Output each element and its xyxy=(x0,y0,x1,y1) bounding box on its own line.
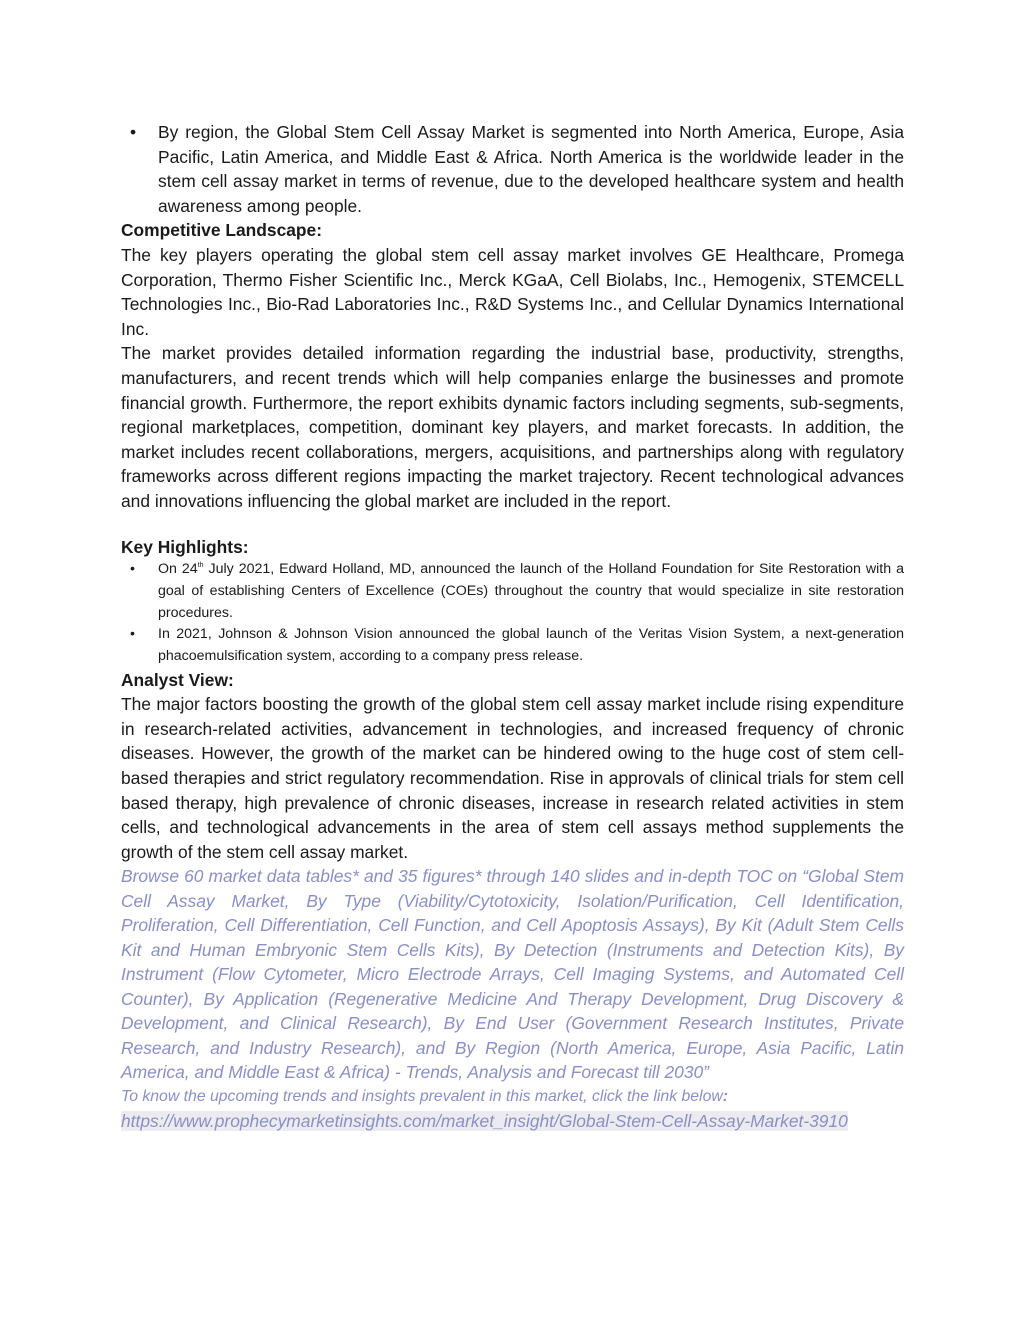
highlight-text: In 2021, Johnson & Johnson Vision announced the global launch of the Veritas Vision System, a next-generation phacoemulsification system, according to a company press release. xyxy=(158,626,904,664)
analyst-paragraph: The major factors boosting the growth of the global stem cell assay market include rising expenditure in research-related activities, advancement in technologies, and increased frequency of chronic diseases. However, the growth of the market can be hindered owing to the huge cost of stem cell-based therapies and strict regulatory recommendation. Rise in approvals of clinical trials for stem cell based therapy, high prevalence of chronic diseases, increase in research related activities in stem cells, and technological advancements in the area of stem cell assays method supplements the growth of the stem cell assay market. xyxy=(121,694,904,862)
bullet-icon: • xyxy=(130,626,135,643)
bullet-icon: • xyxy=(130,122,137,142)
key-highlights-heading: Key Highlights: xyxy=(121,536,249,557)
analyst-view-heading: Analyst View: xyxy=(121,669,234,690)
list-item xyxy=(121,624,904,667)
competitive-landscape-heading: Competitive Landscape: xyxy=(121,220,323,241)
section-spacer xyxy=(121,514,904,535)
highlight-text: On 24th July 2021, Edward Holland, MD, announced the launch of the Holland Foundation for Site Restoration with a goal of establishing Centers of Excellence (COEs) throughout the country that would specialize in site restoration procedures. xyxy=(158,561,904,621)
bullet-icon: • xyxy=(130,561,135,578)
report-link[interactable]: https://www.prophecymarketinsights.com/market_insight/Global-Stem-Cell-Assay-Market-3910 xyxy=(121,1110,848,1131)
document-page xyxy=(121,120,904,1133)
ordinal-suffix: th xyxy=(197,562,204,570)
region-bullet-text: By region, the Global Stem Cell Assay Market is segmented into North America, Europe, Asia Pacific, Latin America, and Middle East & Africa. North America is the worldwide leader in the stem cell assay market in terms of revenue, due to the developed healthcare system and health awareness among people. xyxy=(158,122,904,216)
list-item xyxy=(121,559,904,624)
region-bullet-list xyxy=(121,120,904,218)
key-players-paragraph: The key players operating the global stem cell assay market involves GE Healthcare, Promega Corporation, Thermo Fisher Scientific Inc., Merck KGaA, Cell Biolabs, Inc., Hemogenix, STEMCELL Technologies Inc., Bio-Rad Laboratories Inc., R&D Systems Inc., and Cellular Dynamics International Inc. xyxy=(121,244,904,339)
browse-report-paragraph: Browse 60 market data tables* and 35 figures* through 140 slides and in-depth TOC on “Global Stem Cell Assay Market, By Type (Viability/Cytotoxicity, Isolation/Purification, Cell Identification, Proliferation, Cell Differentiation, Cell Function, and Cell Apoptosis Assays), By Kit (Adult Stem Cells Kit and Human Embryonic Stem Cells Kits), By Detection (Instruments and Detection Kits), By Instrument (Flow Cytometer, Micro Electrode Arrays, Cell Imaging Systems, and Automated Cell Counter), By Application (Regenerative Medicine And Therapy Development, Drug Discovery & Development, and Clinical Research), By End User (Government Research Institutes, Private Research, and Industry Research), and By Region (North America, Europe, Asia Pacific, Latin America, and Middle East & Africa) - Trends, Analysis and Forecast till 2030” xyxy=(121,866,904,1083)
market-info-paragraph: The market provides detailed information regarding the industrial base, productivity, strengths, manufacturers, and recent trends which will help companies enlarge the businesses and promote financial growth. Furthermore, the report exhibits dynamic factors including segments, sub-segments, regional marketplaces, competition, dominant key players, and market forecasts. In addition, the market includes recent collaborations, mergers, acquisitions, and partnerships along with regulatory frameworks across different regions impacting the market trajectory. Recent technological advances and innovations influencing the global market are included in the report. xyxy=(121,343,904,511)
highlights-list xyxy=(121,559,904,668)
link-intro-text: To know the upcoming trends and insights prevalent in this market, click the link below: xyxy=(121,1087,729,1105)
report-link-container xyxy=(121,1109,881,1134)
list-item xyxy=(121,120,904,218)
